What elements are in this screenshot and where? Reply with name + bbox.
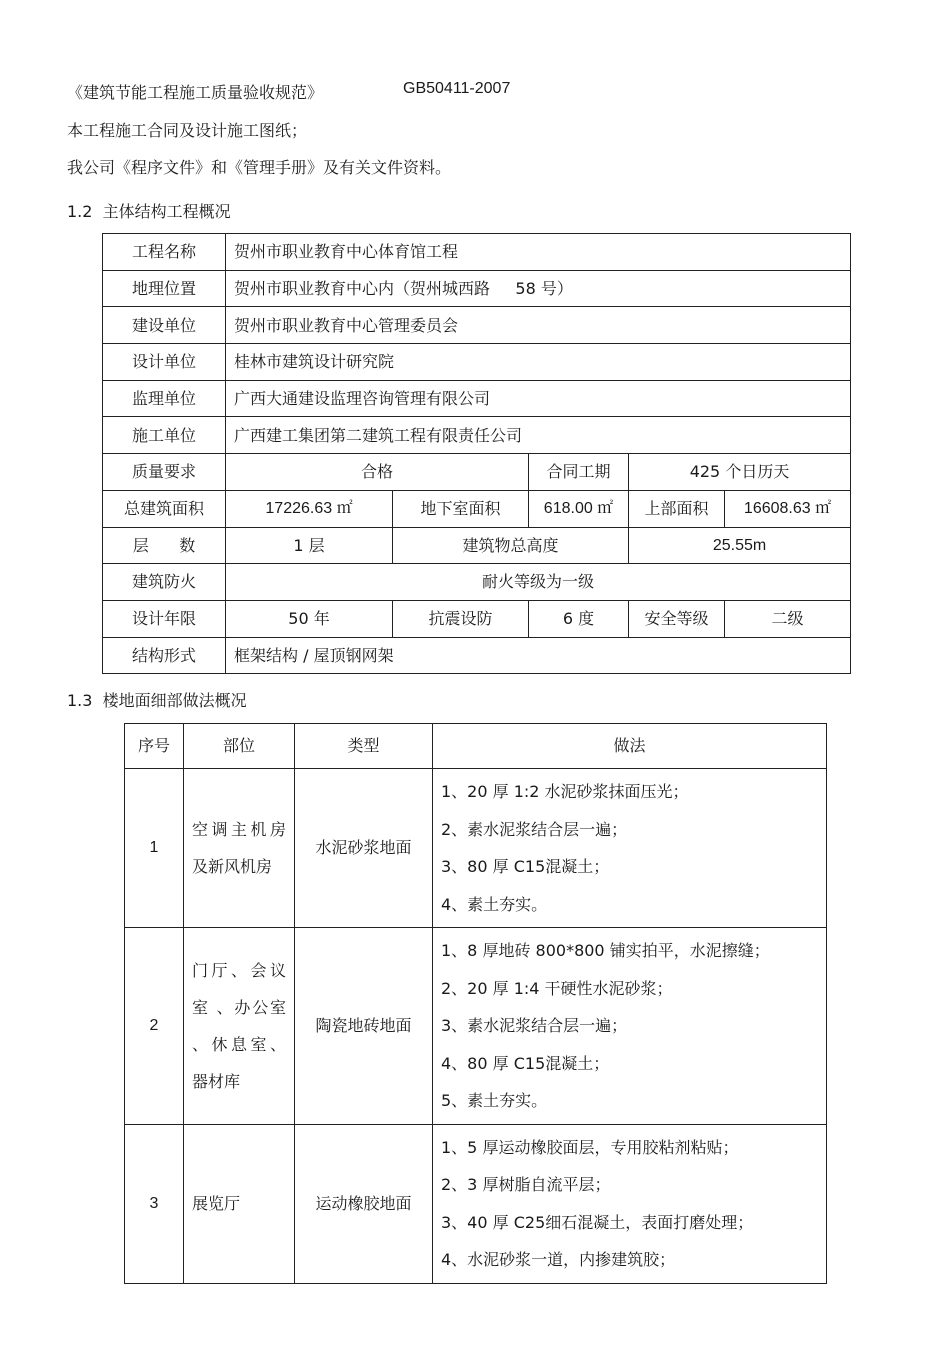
height-value: 25.55m — [629, 527, 851, 564]
table-row — [125, 1124, 827, 1283]
table-row — [103, 380, 851, 417]
project-name-label: 工程名称 — [103, 234, 226, 271]
table-row — [103, 270, 851, 307]
supervisor-value: 广西大通建设监理咨询管理有限公司 — [226, 380, 851, 417]
method-step: 4、素土夯实。 — [441, 894, 548, 914]
table-row — [125, 928, 827, 1125]
table-row — [103, 417, 851, 454]
owner-value: 贺州市职业教育中心管理委员会 — [226, 307, 851, 344]
safety-label: 安全等级 — [629, 600, 725, 637]
section-heading-1-2: 1.2 主体结构工程概况 — [67, 202, 231, 221]
safety-value: 二级 — [725, 600, 851, 637]
table-row — [103, 490, 851, 527]
row-method — [433, 928, 827, 1125]
row-part: 空调主机房及新风机房 — [184, 769, 295, 928]
method-step: 2、素水泥浆结合层一遍； — [441, 819, 628, 839]
row-no: 2 — [125, 928, 184, 1125]
location-value: 贺州市职业教育中心内（贺州城西路 58 号） — [226, 270, 851, 307]
table-row — [103, 307, 851, 344]
table-header-row — [125, 724, 827, 769]
intro-line-contract: 本工程施工合同及设计施工图纸； — [67, 121, 308, 140]
fire-label: 建筑防火 — [103, 564, 226, 601]
designer-value: 桂林市建筑设计研究院 — [226, 344, 851, 381]
table-row — [103, 234, 851, 271]
row-type: 水泥砂浆地面 — [295, 769, 433, 928]
method-step: 4、水泥砂浆一道，内掺建筑胶； — [441, 1250, 676, 1269]
table-row — [103, 637, 851, 674]
row-type: 运动橡胶地面 — [295, 1124, 433, 1283]
method-step: 1、8 厚地砖 800*800 铺实拍平，水泥擦缝； — [441, 941, 770, 960]
floors-label: 层 数 — [103, 527, 226, 564]
design-life-label: 设计年限 — [103, 600, 226, 637]
contractor-label: 施工单位 — [103, 417, 226, 454]
designer-label: 设计单位 — [103, 344, 226, 381]
row-method — [433, 769, 827, 928]
table-row — [125, 769, 827, 928]
location-label: 地理位置 — [103, 270, 226, 307]
method-step: 4、80 厚 C15混凝土； — [441, 1053, 610, 1073]
floors-value: 1 层 — [226, 527, 393, 564]
basement-area-label: 地下室面积 — [393, 490, 529, 527]
section-heading-1-3: 1.3 楼地面细部做法概况 — [67, 691, 247, 710]
structure-label: 结构形式 — [103, 637, 226, 674]
method-step: 1、5 厚运动橡胶面层，专用胶粘剂粘贴； — [441, 1137, 739, 1157]
row-part: 展览厅 — [184, 1124, 295, 1283]
project-overview-table — [102, 233, 851, 674]
header-part: 部位 — [184, 724, 295, 769]
header-method: 做法 — [433, 724, 827, 769]
row-part: 门厅、会议室 、办公室 、休息室、器材库 — [184, 928, 295, 1125]
row-method — [433, 1124, 827, 1283]
height-label: 建筑物总高度 — [393, 527, 629, 564]
supervisor-label: 监理单位 — [103, 380, 226, 417]
header-no: 序号 — [125, 724, 184, 769]
structure-value: 框架结构 / 屋顶钢网架 — [226, 637, 851, 674]
row-type: 陶瓷地砖地面 — [295, 928, 433, 1125]
quality-label: 质量要求 — [103, 454, 226, 491]
fire-value: 耐火等级为一级 — [226, 564, 851, 601]
contractor-value: 广西建工集团第二建筑工程有限责任公司 — [226, 417, 851, 454]
owner-label: 建设单位 — [103, 307, 226, 344]
table-row — [103, 527, 851, 564]
duration-label: 合同工期 — [529, 454, 629, 491]
duration-value: 425 个日历天 — [629, 454, 851, 491]
upper-area-value: 16608.63 ㎡ — [725, 490, 851, 527]
basement-area-value: 618.00 ㎡ — [529, 490, 629, 527]
intro-line-standard: 《建筑节能工程施工质量验收规范》 — [67, 83, 324, 102]
method-step: 2、20 厚 1:4 干硬性水泥砂浆； — [441, 978, 673, 998]
design-life-value: 50 年 — [226, 600, 393, 637]
method-step: 3、素水泥浆结合层一遍； — [441, 1016, 628, 1035]
row-no: 3 — [125, 1124, 184, 1283]
table-row — [103, 344, 851, 381]
method-step: 1、20 厚 1:2 水泥砂浆抹面压光； — [441, 782, 689, 801]
floor-details-table — [124, 723, 827, 1284]
table-row — [103, 564, 851, 601]
row-no: 1 — [125, 769, 184, 928]
standard-code: GB50411-2007 — [403, 80, 511, 97]
method-step: 2、3 厚树脂自流平层； — [441, 1175, 611, 1194]
total-area-value: 17226.63 ㎡ — [226, 490, 393, 527]
upper-area-label: 上部面积 — [629, 490, 725, 527]
seismic-label: 抗震设防 — [393, 600, 529, 637]
table-row — [103, 600, 851, 637]
seismic-value: 6 度 — [529, 600, 629, 637]
method-step: 5、素土夯实。 — [441, 1091, 548, 1110]
total-area-label: 总建筑面积 — [103, 490, 226, 527]
method-step: 3、80 厚 C15混凝土； — [441, 857, 610, 876]
project-name-value: 贺州市职业教育中心体育馆工程 — [226, 234, 851, 271]
table-row — [103, 454, 851, 491]
quality-value: 合格 — [226, 454, 529, 491]
intro-line-company-docs: 我公司《程序文件》和《管理手册》及有关文件资料。 — [67, 158, 452, 177]
method-step: 3、40 厚 C25细石混凝土，表面打磨处理； — [441, 1212, 754, 1232]
header-type: 类型 — [295, 724, 433, 769]
